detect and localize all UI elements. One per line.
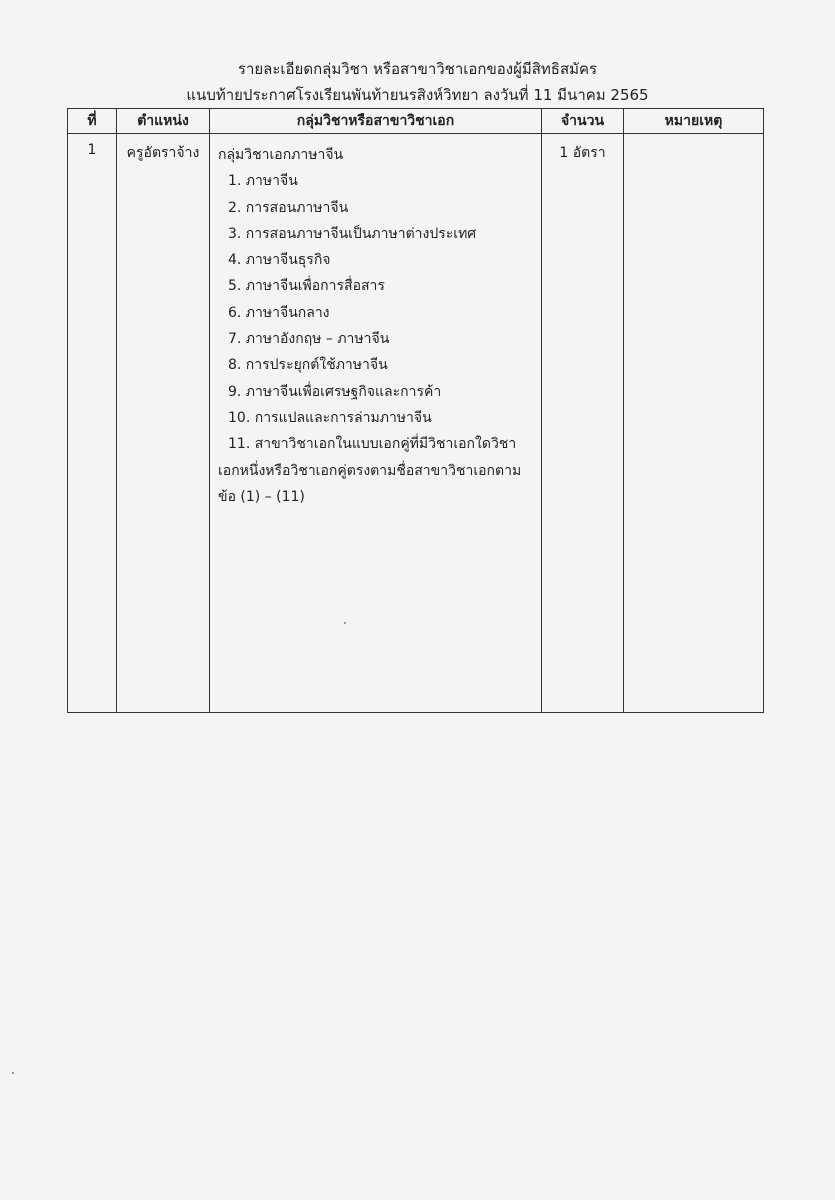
header-count: จำนวน: [542, 109, 624, 134]
subject-item: 6. ภาษาจีนกลาง: [228, 304, 330, 321]
subject-table: [67, 108, 764, 713]
scan-speck: [344, 622, 346, 624]
subject-item: 7. ภาษาอังกฤษ – ภาษาจีน: [228, 331, 390, 348]
subject-item: 2. การสอนภาษาจีน: [228, 199, 349, 216]
subject-item: 9. ภาษาจีนเพื่อเศรษฐกิจและการค้า: [228, 383, 442, 400]
subject-item: 1. ภาษาจีน: [228, 173, 298, 190]
subject-item: 10. การแปลและการล่ามภาษาจีน: [228, 409, 432, 426]
row-note: [624, 134, 764, 713]
row-count: 1 อัตรา: [542, 134, 624, 713]
header-no: ที่: [68, 109, 117, 134]
row-position: ครูอัตราจ้าง: [117, 134, 210, 713]
table-row: [68, 134, 764, 713]
subject-item: 3. การสอนภาษาจีนเป็นภาษาต่างประเทศ: [228, 225, 477, 242]
subject-item: 4. ภาษาจีนธุรกิจ: [228, 252, 331, 269]
subject-item: 8. การประยุกต์ใช้ภาษาจีน: [228, 357, 388, 374]
subject-item: 11. สาขาวิชาเอกในแบบเอกคู่ที่มีวิชาเอกใดวิชาเอกหนึ่งหรือวิชาเอกคู่ตรงตามชื่อสาขาวิชาเอกตามข้อ (1) – (11): [218, 436, 522, 505]
subject-group-title: กลุ่มวิชาเอกภาษาจีน: [218, 147, 344, 163]
subject-item: 5. ภาษาจีนเพื่อการสื่อสาร: [228, 278, 385, 295]
header-position: ตำแหน่ง: [117, 109, 210, 134]
header-note: หมายเหตุ: [624, 109, 764, 134]
row-subjects-cell: [210, 134, 542, 713]
subject-list: [218, 168, 535, 510]
row-no: 1: [68, 134, 117, 713]
header-subject-group: กลุ่มวิชาหรือสาขาวิชาเอก: [210, 109, 542, 134]
scan-speck: [12, 1072, 14, 1074]
document-subtitle: แนบท้ายประกาศโรงเรียนพันท้ายนรสิงห์วิทยา ลงวันที่ 11 มีนาคม 2565: [186, 86, 649, 104]
document-title: รายละเอียดกลุ่มวิชา หรือสาขาวิชาเอกของผู้มีสิทธิสมัคร: [237, 60, 598, 78]
table-header-row: [68, 109, 764, 134]
